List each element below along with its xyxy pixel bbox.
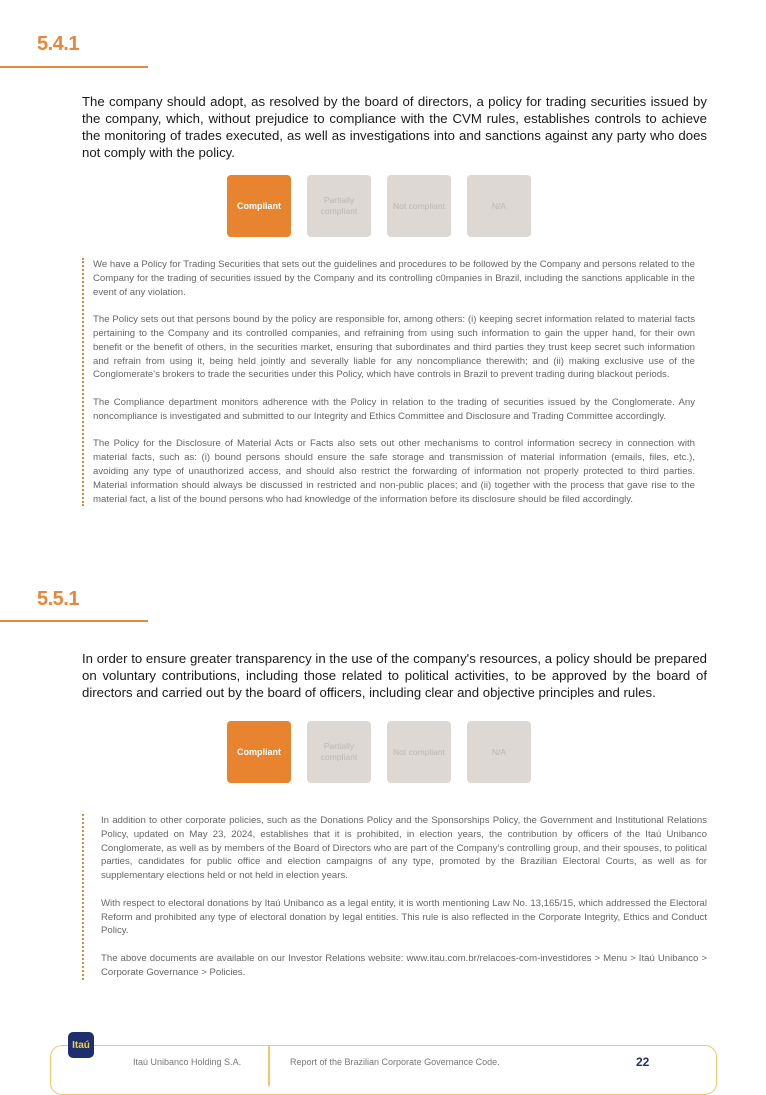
compliance-options bbox=[227, 721, 531, 783]
section-number: 5.5.1 bbox=[37, 588, 79, 610]
page-number: 22 bbox=[636, 1055, 650, 1069]
compliance-options bbox=[227, 175, 531, 237]
section-body bbox=[82, 258, 695, 506]
option-na: N/A bbox=[467, 721, 531, 783]
section-lead: The company should adopt, as resolved by the board of directors, a policy for trading securities issued by the company, which, without prejudice to compliance with the CVM rules, establishes controls to achieve the monitoring of trades executed, as well as investigations into and sanctions against any party who does not comply with the policy. bbox=[82, 94, 707, 160]
footer bbox=[50, 1045, 717, 1095]
section-underline bbox=[0, 66, 148, 68]
paragraph: The Compliance department monitors adherence with the Policy in relation to the trading of securities issued by the Conglomerate. Any noncompliance is investigated and submitted to our Integrity and Ethics Committee and Disclosure and Trading Committee accordingly. bbox=[93, 396, 695, 422]
paragraph: The Policy sets out that persons bound by the policy are responsible for, among others: (i) keeping secret information related to material facts pertaining to the Company and its controlled companies, and refraining from using such information to gain the upper hand, for their own benefit or the benefit of others, in the securities market, ensuring that subordinates and third parties they trust keep secret such information and refrain from using it, being held jointly and severally liable for any noncompliance therewith; and (ii) making exclusive use of the Conglomerate's brokers to trade the securities under this Policy, which have controls in Brazil to prevent trading during blackout periods. bbox=[93, 314, 695, 381]
section-body bbox=[82, 814, 707, 980]
option-compliant: Compliant bbox=[227, 175, 291, 237]
paragraph: The above documents are available on our Investor Relations website: www.itau.com.br/relacoes-com-investidores > Menu > Itaú Unibanco > Corporate Governance > Policies. bbox=[101, 952, 707, 978]
footer-divider bbox=[268, 1046, 270, 1086]
section-number: 5.4.1 bbox=[37, 33, 79, 55]
option-partially-compliant: Partially compliant bbox=[307, 721, 371, 783]
paragraph: In addition to other corporate policies, such as the Donations Policy and the Sponsorships Policy, the Government and Institutional Relations Policy, updated on May 23, 2024, establishes that it is prohibited, in election years, the contribution by officers of the Itaú Unibanco Conglomerate, as well as by members of the Board of Directors who are part of the Company's controlling group, and their spouses, to political parties, candidates for public office and election campaigns of any type, promoted by the Brazilian Electoral Courts, as well as for supplementary elections held or not held in election years. bbox=[101, 815, 707, 882]
option-not-compliant: Not compliant bbox=[387, 175, 451, 237]
option-not-compliant: Not compliant bbox=[387, 721, 451, 783]
paragraph: The Policy for the Disclosure of Material Acts or Facts also sets out other mechanisms to control information secrecy in connection with material facts, such as: (i) bound persons should ensure the safe storage and transmission of material information (emails, files, etc.), avoiding any type of unauthorized access, and should also restrict the forwarding of information not properly protected to third parties. Material information should always be discussed in restricted and non-public places; and (ii) together with the process that gave rise to the material fact, a list of the bound persons who had knowledge of the information before its disclosure should be filed accordingly. bbox=[93, 438, 695, 505]
paragraph: With respect to electoral donations by Itaú Unibanco as a legal entity, it is worth mentioning Law No. 13,165/15, which addressed the Electoral Reform and prohibited any type of electoral donation by legal entities. This rule is also reflected in the Corporate Integrity, Ethics and Conduct Policy. bbox=[101, 897, 707, 937]
section-lead: In order to ensure greater transparency in the use of the company's resources, a policy should be prepared on voluntary contributions, including those related to political activities, to be approved by the board of directors and carried out by the board of officers, including clear and objective principles and rules. bbox=[82, 651, 707, 700]
itau-logo: Itaú bbox=[68, 1032, 94, 1058]
option-compliant: Compliant bbox=[227, 721, 291, 783]
footer-report: Report of the Brazilian Corporate Governance Code. bbox=[290, 1057, 500, 1067]
paragraph: We have a Policy for Trading Securities that sets out the guidelines and procedures to be followed by the Company and persons related to the Company for the trading of securities issued by the Company and its controlling c0mpanies in Brazil, including the sanctions applicable in the event of any violation. bbox=[93, 259, 695, 298]
section-underline bbox=[0, 620, 148, 622]
footer-company: Itaú Unibanco Holding S.A. bbox=[133, 1057, 242, 1067]
option-partially-compliant: Partially compliant bbox=[307, 175, 371, 237]
option-na: N/A bbox=[467, 175, 531, 237]
